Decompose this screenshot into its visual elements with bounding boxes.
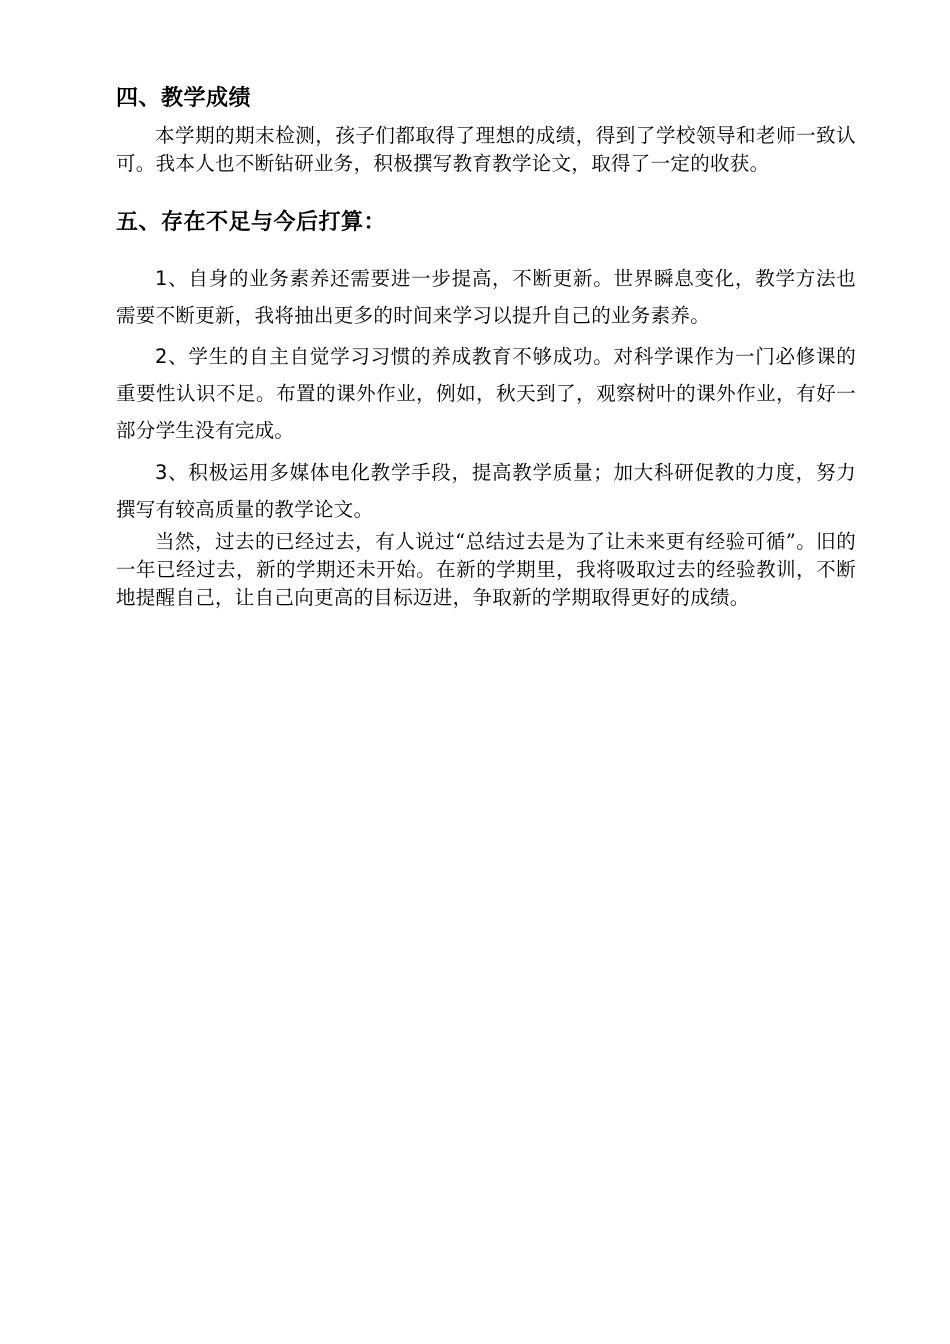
list-item-text: 、自身的业务素养还需要进一步提高，不断更新。世界瞬息变化，教学方法也需要不断更新，我将抽出更多的时间来学习以提升自己的业务素养。 (116, 267, 856, 327)
list-item-1 (116, 260, 856, 334)
section-5-heading: 五、存在不足与今后打算： (116, 210, 387, 235)
closing-paragraph: 当然，过去的已经过去，有人说过“总结过去是为了让未来更有经验可循”。旧的一年已经过去，新的学期还未开始。在新的学期里，我将吸取过去的经验教训，不断地提醒自己，让自己向更高的目标迈进，争取新的学期取得更好的成绩。 (116, 530, 856, 609)
list-item-number: 3 (155, 461, 168, 484)
section-4-heading: 四、教学成绩 (116, 86, 252, 111)
list-item-text: 、积极运用多媒体电化教学手段，提高教学质量；加大科研促教的力度，努力撰写有较高质量的教学论文。 (116, 461, 856, 521)
section-4-paragraph: 本学期的期末检测，孩子们都取得了理想的成绩，得到了学校领导和老师一致认可。我本人也不断钻研业务，积极撰写教育教学论文，取得了一定的收获。 (116, 124, 856, 175)
list-item-number: 1 (155, 267, 168, 290)
list-item-number: 2 (155, 345, 168, 368)
list-item-2 (116, 338, 856, 449)
document-page (116, 84, 856, 612)
list-item-text: 、学生的自主自觉学习习惯的养成教育不够成功。对科学课作为一门必修课的重要性认识不足。布置的课外作业，例如，秋天到了，观察树叶的课外作业，有好一部分学生没有完成。 (116, 345, 856, 442)
list-item-3 (116, 454, 856, 528)
